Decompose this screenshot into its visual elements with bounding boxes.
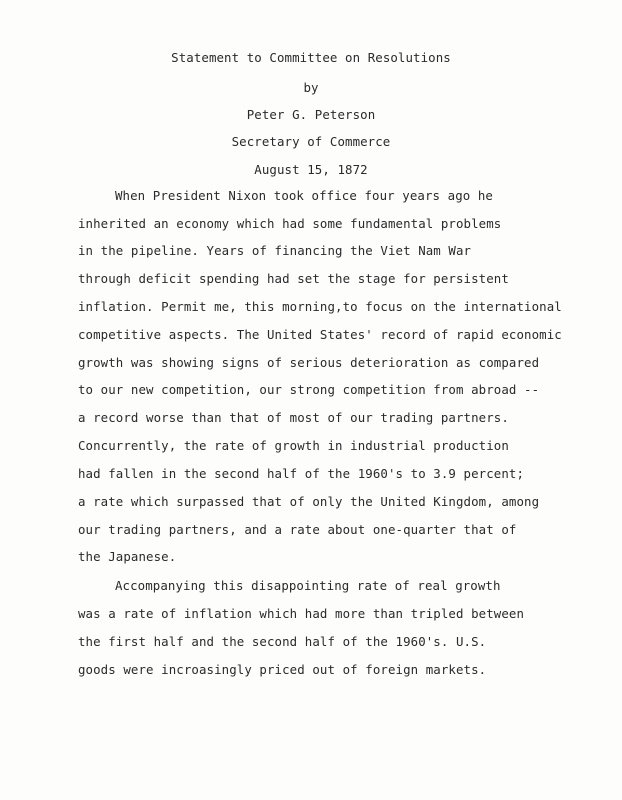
paragraph-line: Accompanying this disappointing rate of real growth: [115, 578, 501, 593]
paragraph-line: the first half and the second half of the 1960's. U.S.: [78, 634, 487, 649]
paragraph-line: a record worse than that of most of our trading partners.: [78, 410, 509, 425]
author-position: Secretary of Commerce: [231, 134, 391, 149]
paragraph-line: When President Nixon took office four years ago he: [115, 188, 493, 203]
statement-date: August 15, 1872: [254, 162, 368, 177]
paragraph-line: a rate which surpassed that of only the United Kingdom, among: [78, 494, 540, 509]
document-title: Statement to Committee on Resolutions: [171, 50, 451, 65]
paragraph-line: was a rate of inflation which had more than tripled between: [78, 606, 525, 621]
paragraph-line: Concurrently, the rate of growth in industrial production: [78, 438, 509, 453]
paragraph-line: in the pipeline. Years of financing the Viet Nam War: [78, 243, 472, 258]
paragraph-line: growth was showing signs of serious deterioration as compared: [78, 355, 540, 370]
paragraph-line: our trading partners, and a rate about one-quarter that of: [78, 522, 517, 537]
paragraph-line: to our new competition, our strong competition from abroad --: [78, 382, 540, 397]
paragraph-line: inherited an economy which had some fundamental problems: [78, 216, 502, 231]
paragraph-line: the Japanese.: [78, 549, 177, 564]
author-name: Peter G. Peterson: [246, 107, 376, 122]
paragraph-line: through deficit spending had set the stage for persistent: [78, 271, 509, 286]
byline: by: [303, 80, 319, 95]
paragraph-line: inflation. Permit me, this morning,to focus on the international: [78, 299, 562, 314]
paragraph-line: goods were incroasingly priced out of foreign markets.: [78, 662, 487, 677]
paragraph-line: had fallen in the second half of the 1960's to 3.9 percent;: [78, 466, 525, 481]
paragraph-line: competitive aspects. The United States' record of rapid economic: [78, 327, 562, 342]
